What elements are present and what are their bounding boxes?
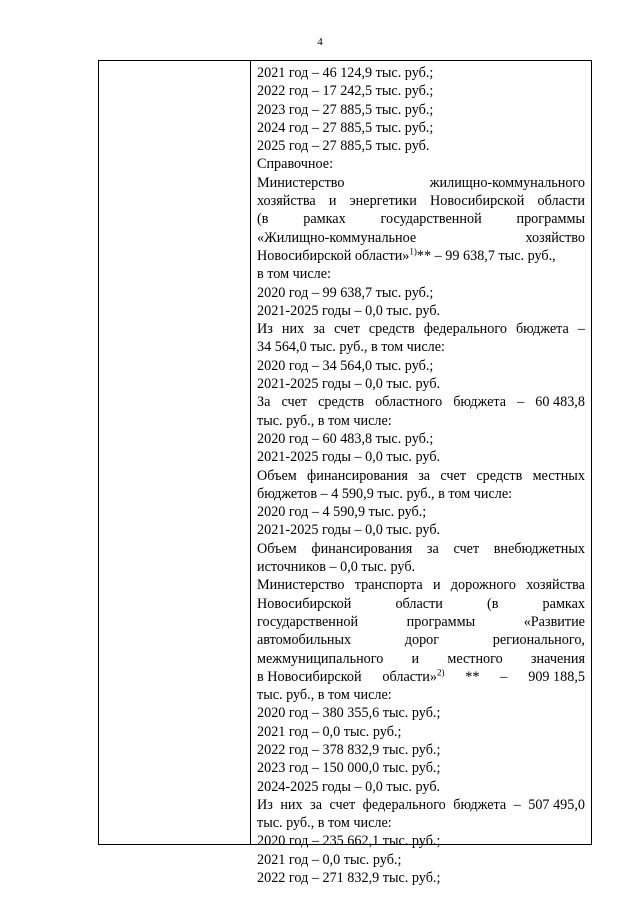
word: областного — [375, 394, 443, 411]
text-line: источников – 0,0 тыс. руб. — [257, 559, 416, 576]
word: Из — [257, 321, 273, 338]
text-line: 2021 год – 0,0 тыс. руб.; — [257, 723, 402, 740]
footnote-marker: 1) — [409, 246, 417, 257]
word: Объем — [257, 467, 297, 484]
word: средств — [368, 321, 415, 338]
word: Новосибирской — [257, 595, 352, 612]
word: Объем — [257, 540, 297, 557]
text-line: 2020 год – 99 638,7 тыс. руб.; — [257, 284, 434, 301]
word: рамках — [542, 595, 585, 612]
text-line: 2020 год – 380 355,6 тыс. руб.; — [257, 705, 441, 722]
word: средств — [476, 467, 523, 484]
word: федерального — [362, 796, 446, 813]
word: ** — [465, 668, 480, 685]
text-line: 34 564,0 тыс. руб., в том числе: — [257, 339, 445, 356]
word: Из — [257, 796, 273, 813]
text-line: 2021 год – 46 124,9 тыс. руб.; — [257, 65, 434, 81]
text-line — [257, 229, 585, 247]
word: бюджета — [453, 796, 507, 813]
word: 909 188,5 — [528, 668, 585, 685]
word: транспорта — [354, 577, 423, 594]
text-line: бюджетов – 4 590,9 тыс. руб., в том числе: — [257, 485, 513, 502]
word: них — [280, 796, 303, 813]
text-run: Новосибирской области» — [257, 247, 410, 264]
word: – — [577, 321, 585, 338]
word: «Жилищно-коммунальное — [257, 229, 417, 246]
word: жилищно-коммунального — [429, 174, 585, 191]
table-cell-text — [257, 64, 585, 887]
footnote-marker: 2) — [436, 667, 445, 678]
text-line — [257, 192, 585, 210]
word: государственной — [380, 211, 482, 228]
word: за — [313, 321, 326, 338]
text-line: тыс. руб., в том числе: — [257, 412, 392, 429]
word: программы — [406, 613, 476, 630]
text-line — [257, 668, 585, 686]
word: федерального — [423, 321, 507, 338]
word: за — [310, 796, 323, 813]
text-line: 2022 год – 17 242,5 тыс. руб.; — [257, 83, 434, 100]
word: Новосибирской — [430, 193, 525, 210]
word: программы — [516, 211, 585, 228]
word: За — [257, 394, 271, 411]
text-line: 2021-2025 годы – 0,0 тыс. руб. — [257, 302, 441, 319]
word: и — [411, 650, 420, 667]
word: области — [395, 595, 443, 612]
word: счет — [334, 321, 360, 338]
word: 507 495,0 — [528, 796, 585, 813]
text-line: 2020 год – 34 564,0 тыс. руб.; — [257, 357, 434, 374]
word: хозяйство — [525, 229, 585, 246]
text-line — [257, 595, 585, 613]
word: средств — [318, 394, 365, 411]
word: счет — [329, 796, 356, 813]
text-line: 2022 год – 271 832,9 тыс. руб.; — [257, 870, 441, 887]
text-line — [257, 576, 585, 594]
word: государственной — [257, 613, 359, 630]
word: дорог — [404, 632, 440, 649]
word: «Развитие — [523, 613, 585, 630]
word: счет — [281, 394, 308, 411]
text-line: 2020 год – 60 483,8 тыс. руб.; — [257, 430, 434, 447]
text-line: 2024 год – 27 885,5 тыс. руб.; — [257, 119, 434, 136]
text-line — [257, 540, 585, 558]
word: – — [500, 668, 508, 685]
text-line: 2022 год – 378 832,9 тыс. руб.; — [257, 741, 441, 758]
word: бюджета — [453, 394, 507, 411]
text-line: 2023 год – 150 000,0 тыс. руб.; — [257, 760, 441, 777]
word: внебюджетных — [493, 540, 585, 557]
text-run: ** – 99 638,7 тыс. руб., — [416, 247, 556, 264]
word: и — [328, 193, 337, 210]
text-line — [257, 247, 585, 265]
text-line: тыс. руб., в том числе: — [257, 687, 392, 704]
word: межмуниципального — [257, 650, 384, 667]
word: – — [517, 394, 525, 411]
text-line: 2021-2025 годы – 0,0 тыс. руб. — [257, 376, 441, 393]
text-line: Справочное: — [257, 156, 334, 173]
word: местного — [447, 650, 503, 667]
text-line: 2021-2025 годы – 0,0 тыс. руб. — [257, 522, 441, 539]
text-line: 2021-2025 годы – 0,0 тыс. руб. — [257, 449, 441, 466]
page-number: 4 — [317, 36, 323, 48]
text-line — [257, 467, 585, 485]
word: счет — [453, 540, 480, 557]
text-line: тыс. руб., в том числе: — [257, 815, 392, 832]
word: и — [432, 577, 441, 594]
word: автомобильных — [257, 632, 352, 649]
word: области»$^{2)}$ — [382, 667, 445, 685]
word: значения — [530, 650, 585, 667]
text-line — [257, 796, 585, 814]
text-line — [257, 650, 585, 668]
word: регионального, — [492, 632, 585, 649]
text-line — [257, 210, 585, 228]
word: за — [418, 467, 431, 484]
text-line: в том числе: — [257, 266, 331, 283]
word: дорожного — [450, 577, 516, 594]
word: Министерство — [257, 174, 345, 191]
text-line: 2020 год – 4 590,9 тыс. руб.; — [257, 504, 427, 521]
word: местных — [532, 467, 585, 484]
text-line: 2021 год – 0,0 тыс. руб.; — [257, 851, 402, 868]
column-divider — [250, 61, 251, 844]
text-line: 2020 год – 235 662,1 тыс. руб.; — [257, 833, 441, 850]
word: в Новосибирской — [257, 668, 362, 685]
word: них — [281, 321, 305, 338]
text-line — [257, 174, 585, 192]
word: финансирования — [307, 467, 408, 484]
text-line — [257, 393, 585, 411]
word: рамках — [303, 211, 346, 228]
word: счет — [440, 467, 467, 484]
text-line: 2023 год – 27 885,5 тыс. руб.; — [257, 101, 434, 118]
word: – — [513, 796, 521, 813]
word: Министерство — [257, 577, 345, 594]
word: за — [426, 540, 439, 557]
text-line: 2024-2025 годы – 0,0 тыс. руб. — [257, 778, 441, 795]
word: 60 483,8 — [535, 394, 585, 411]
text-line: 2025 год – 27 885,5 тыс. руб. — [257, 138, 430, 155]
word: бюджета — [515, 321, 569, 338]
word: области — [537, 193, 585, 210]
text-line — [257, 613, 585, 631]
document-table — [98, 60, 592, 887]
word: финансирования — [311, 540, 413, 557]
word: хозяйства — [257, 193, 316, 210]
word: (в — [487, 595, 499, 612]
word: энергетики — [349, 193, 417, 210]
text-line — [257, 631, 585, 649]
word: хозяйства — [526, 577, 585, 594]
word: (в — [257, 211, 269, 228]
text-line — [257, 320, 585, 338]
